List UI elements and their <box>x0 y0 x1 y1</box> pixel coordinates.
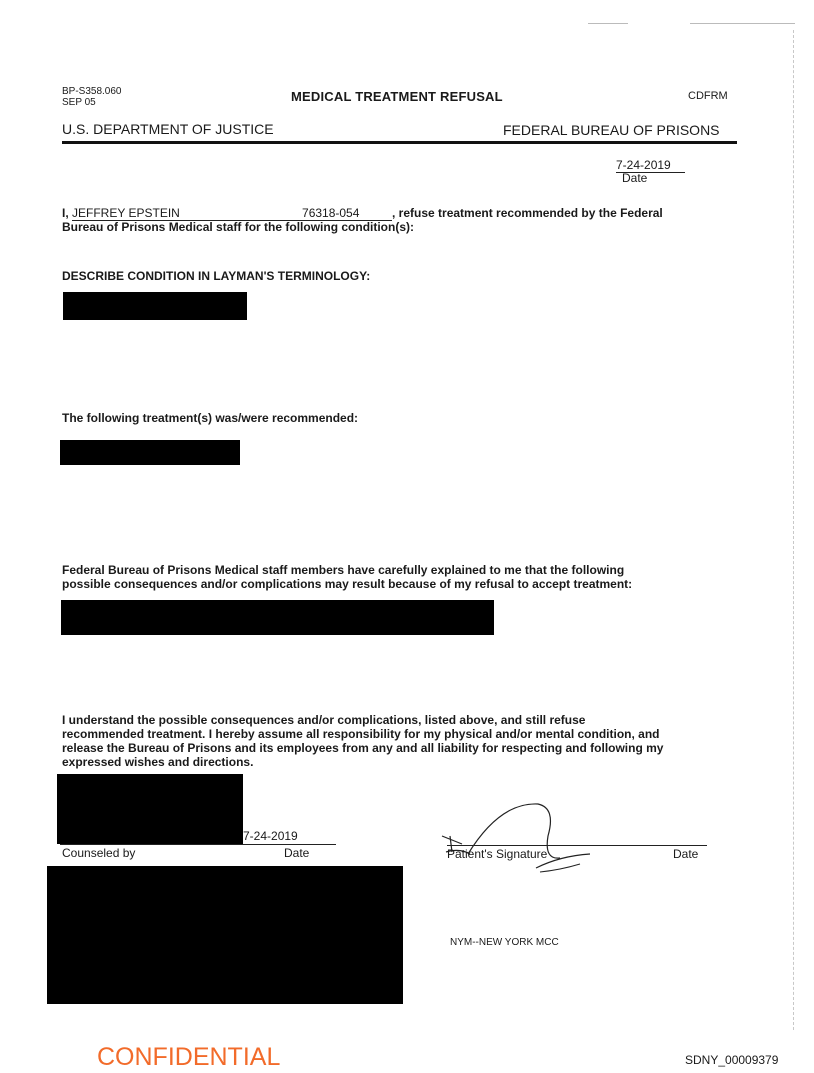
redaction-treatment <box>60 440 240 465</box>
form-title: MEDICAL TREATMENT REFUSAL <box>291 89 503 104</box>
redaction-condition <box>63 292 247 320</box>
redaction-block <box>47 866 403 1004</box>
patient-signature-line <box>447 845 707 846</box>
statement-prefix: I, <box>62 206 69 220</box>
understanding-line-4: expressed wishes and directions. <box>62 755 254 769</box>
department-name: U.S. DEPARTMENT OF JUSTICE <box>62 121 274 137</box>
patient-signature-scribble <box>440 796 600 878</box>
understanding-line-1: I understand the possible consequences and/or complications, listed above, and still refuse <box>62 713 586 727</box>
form-number: BP-S358.060 <box>62 86 122 97</box>
patient-date-label: Date <box>673 847 699 861</box>
statement-suffix: , refuse treatment recommended by the Federal <box>392 206 663 220</box>
scan-mark <box>588 23 628 24</box>
date-label: Date <box>622 171 648 185</box>
statement-line-2: Bureau of Prisons Medical staff for the following condition(s): <box>62 220 415 234</box>
understanding-line-2: recommended treatment. I hereby assume all responsibility for my physical and/or mental condition, and <box>62 727 660 741</box>
counsel-signature-line <box>60 844 336 845</box>
consequences-line-2: possible consequences and/or complications may result because of my refusal to accept treatment: <box>62 577 633 591</box>
inmate-name: JEFFREY EPSTEIN <box>72 206 302 221</box>
redaction-counselor <box>57 774 243 844</box>
treatment-heading: The following treatment(s) was/were recommended: <box>62 411 359 425</box>
scan-edge <box>792 30 794 1030</box>
form-code: CDFRM <box>688 90 728 102</box>
understanding-line-3: release the Bureau of Prisons and its employees from any and all liability for respecting and following my <box>62 741 664 755</box>
facility-name: NYM--NEW YORK MCC <box>450 937 559 948</box>
consequences-line-1: Federal Bureau of Prisons Medical staff members have carefully explained to me that the following <box>62 563 625 577</box>
scan-mark <box>690 23 795 24</box>
register-number: 76318-054 <box>302 206 392 221</box>
bates-number: SDNY_00009379 <box>685 1053 779 1067</box>
patient-signature-label: Patient's Signature <box>447 847 548 861</box>
bureau-name: FEDERAL BUREAU OF PRISONS <box>503 122 720 138</box>
confidential-stamp: CONFIDENTIAL <box>97 1043 281 1071</box>
condition-heading: DESCRIBE CONDITION IN LAYMAN'S TERMINOLOGY: <box>62 269 371 283</box>
header-rule <box>62 141 737 144</box>
counsel-date-label: Date <box>284 846 310 860</box>
form-date: SEP 05 <box>62 97 96 108</box>
counsel-date-value: 7-24-2019 <box>243 829 298 843</box>
statement-line-1 <box>62 206 663 221</box>
redaction-consequences <box>61 600 494 635</box>
date-value: 7-24-2019 <box>616 158 685 173</box>
counseled-by-label: Counseled by <box>62 846 136 860</box>
